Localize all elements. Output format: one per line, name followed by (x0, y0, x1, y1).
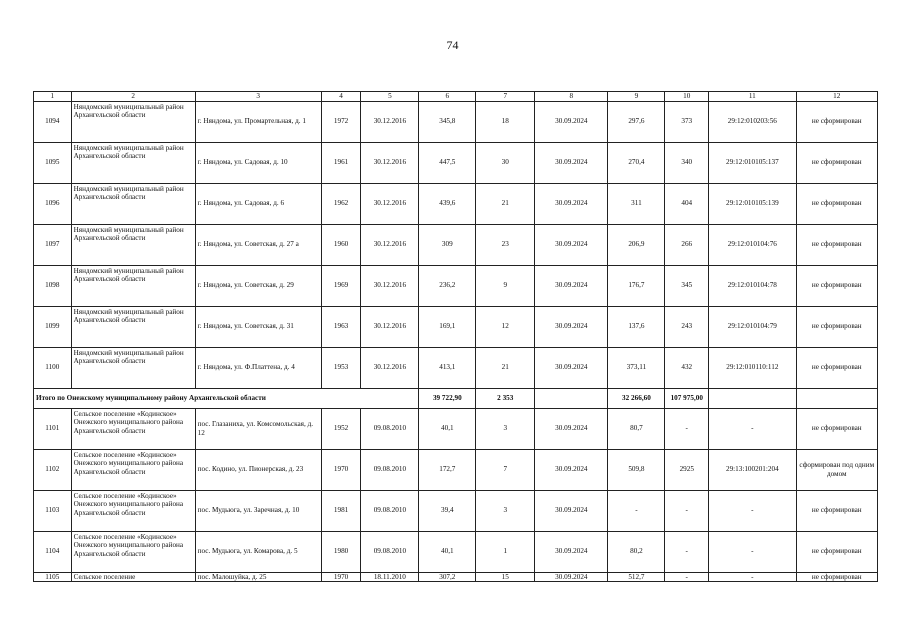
plan-date-cell: 30.09.2024 (535, 572, 608, 582)
status-cell: не сформирован (796, 265, 877, 306)
area2-cell: 137,6 (608, 306, 665, 347)
cadastral-cell: 29:12:010203:56 (709, 101, 796, 142)
address-cell: г. Няндома, ул. Советская, д. 29 (195, 265, 321, 306)
cadastral-cell: - (709, 531, 796, 572)
cadastral-cell: 29:12:010104:76 (709, 224, 796, 265)
municipality-cell: Сельское поселение «Кодинское» Онежского муниципального района Архангельской области (71, 490, 195, 531)
address-cell: г. Няндома, ул. Советская, д. 31 (195, 306, 321, 347)
year-cell: 1960 (321, 224, 361, 265)
cadastral-cell: 29:12:010104:79 (709, 306, 796, 347)
row-number: 1103 (34, 490, 72, 531)
row-number: 1099 (34, 306, 72, 347)
table-row (34, 306, 878, 347)
plan-date-cell: 30.09.2024 (535, 531, 608, 572)
municipality-cell: Няндомский муниципальный район Архангельской области (71, 183, 195, 224)
area-cell: 413,1 (419, 347, 476, 388)
residents-cell: 23 (476, 224, 535, 265)
empty-cell (796, 388, 877, 408)
table-header-row (34, 92, 878, 102)
date-cell: 30.12.2016 (361, 101, 419, 142)
area-cell: 172,7 (419, 449, 476, 490)
cost-cell: 432 (665, 347, 709, 388)
area-cell: 169,1 (419, 306, 476, 347)
column-number-header: 2 (71, 92, 195, 102)
municipality-cell: Няндомский муниципальный район Архангельской области (71, 101, 195, 142)
table-row (34, 101, 878, 142)
area2-cell: - (608, 490, 665, 531)
row-number: 1101 (34, 408, 72, 449)
year-cell: 1970 (321, 449, 361, 490)
total-residents: 2 353 (476, 388, 535, 408)
table-row (34, 183, 878, 224)
row-number: 1096 (34, 183, 72, 224)
year-cell: 1962 (321, 183, 361, 224)
cadastral-cell: 29:12:010105:137 (709, 142, 796, 183)
date-cell: 30.12.2016 (361, 347, 419, 388)
residents-cell: 18 (476, 101, 535, 142)
column-number-header: 5 (361, 92, 419, 102)
date-cell: 30.12.2016 (361, 306, 419, 347)
cost-cell: 340 (665, 142, 709, 183)
empty-cell (535, 388, 608, 408)
plan-date-cell: 30.09.2024 (535, 306, 608, 347)
municipality-cell: Няндомский муниципальный район Архангельской области (71, 142, 195, 183)
date-cell: 30.12.2016 (361, 142, 419, 183)
year-cell: 1981 (321, 490, 361, 531)
status-cell: не сформирован (796, 306, 877, 347)
row-number: 1097 (34, 224, 72, 265)
column-number-header: 8 (535, 92, 608, 102)
municipality-cell: Няндомский муниципальный район Архангельской области (71, 306, 195, 347)
cost-cell: - (665, 531, 709, 572)
area-cell: 39,4 (419, 490, 476, 531)
cost-cell: 404 (665, 183, 709, 224)
cost-cell: 345 (665, 265, 709, 306)
cost-cell: 373 (665, 101, 709, 142)
area-cell: 40,1 (419, 408, 476, 449)
row-number: 1094 (34, 101, 72, 142)
area2-cell: 80,2 (608, 531, 665, 572)
column-number-header: 4 (321, 92, 361, 102)
plan-date-cell: 30.09.2024 (535, 224, 608, 265)
area-cell: 236,2 (419, 265, 476, 306)
address-cell: г. Няндома, ул. Садовая, д. 10 (195, 142, 321, 183)
address-cell: г. Няндома, ул. Промартельная, д. 1 (195, 101, 321, 142)
status-cell: не сформирован (796, 408, 877, 449)
column-number-header: 7 (476, 92, 535, 102)
total-cost: 107 975,00 (665, 388, 709, 408)
plan-date-cell: 30.09.2024 (535, 183, 608, 224)
status-cell: не сформирован (796, 531, 877, 572)
municipality-cell: Сельское поселение «Кодинское» Онежского муниципального района Архангельской области (71, 449, 195, 490)
area2-cell: 311 (608, 183, 665, 224)
residents-cell: 3 (476, 490, 535, 531)
cadastral-cell: 29:12:010110:112 (709, 347, 796, 388)
housing-registry-table (33, 91, 878, 582)
area2-cell: 176,7 (608, 265, 665, 306)
cadastral-cell: 29:12:010104:78 (709, 265, 796, 306)
column-number-header: 3 (195, 92, 321, 102)
plan-date-cell: 30.09.2024 (535, 265, 608, 306)
table-body (34, 92, 878, 582)
address-cell: пос. Глазаниха, ул. Комсомольская, д. 12 (195, 408, 321, 449)
status-cell: не сформирован (796, 572, 877, 582)
status-cell: не сформирован (796, 224, 877, 265)
area-cell: 447,5 (419, 142, 476, 183)
row-number: 1098 (34, 265, 72, 306)
cadastral-cell: - (709, 572, 796, 582)
column-number-header: 1 (34, 92, 72, 102)
address-cell: пос. Мудьюга, ул. Комарова, д. 5 (195, 531, 321, 572)
row-number: 1104 (34, 531, 72, 572)
address-cell: пос. Малошуйка, д. 25 (195, 572, 321, 582)
status-cell: сформирован под одним домом (796, 449, 877, 490)
year-cell: 1953 (321, 347, 361, 388)
year-cell: 1952 (321, 408, 361, 449)
total-area2: 32 266,60 (608, 388, 665, 408)
status-cell: не сформирован (796, 183, 877, 224)
year-cell: 1980 (321, 531, 361, 572)
total-row (34, 388, 878, 408)
cadastral-cell: - (709, 490, 796, 531)
date-cell: 30.12.2016 (361, 265, 419, 306)
date-cell: 30.12.2016 (361, 224, 419, 265)
area-cell: 40,1 (419, 531, 476, 572)
column-number-header: 12 (796, 92, 877, 102)
area2-cell: 206,9 (608, 224, 665, 265)
municipality-cell: Сельское поселение «Кодинское» Онежского муниципального района Архангельской области (71, 408, 195, 449)
residents-cell: 12 (476, 306, 535, 347)
municipality-cell: Сельское поселение «Кодинское» Онежского муниципального района Архангельской области (71, 531, 195, 572)
date-cell: 09.08.2010 (361, 531, 419, 572)
residents-cell: 21 (476, 347, 535, 388)
area2-cell: 297,6 (608, 101, 665, 142)
area-cell: 345,8 (419, 101, 476, 142)
total-area: 39 722,90 (419, 388, 476, 408)
area-cell: 439,6 (419, 183, 476, 224)
area2-cell: 270,4 (608, 142, 665, 183)
residents-cell: 21 (476, 183, 535, 224)
municipality-cell: Сельское поселение (71, 572, 195, 582)
address-cell: г. Няндома, ул. Ф.Платтена, д. 4 (195, 347, 321, 388)
date-cell: 18.11.2010 (361, 572, 419, 582)
cost-cell: 243 (665, 306, 709, 347)
column-number-header: 6 (419, 92, 476, 102)
status-cell: не сформирован (796, 347, 877, 388)
row-number: 1095 (34, 142, 72, 183)
address-cell: г. Няндома, ул. Садовая, д. 6 (195, 183, 321, 224)
year-cell: 1972 (321, 101, 361, 142)
date-cell: 30.12.2016 (361, 183, 419, 224)
plan-date-cell: 30.09.2024 (535, 449, 608, 490)
row-number: 1105 (34, 572, 72, 582)
cadastral-cell: 29:12:010105:139 (709, 183, 796, 224)
plan-date-cell: 30.09.2024 (535, 347, 608, 388)
date-cell: 09.08.2010 (361, 408, 419, 449)
table-row (34, 142, 878, 183)
year-cell: 1969 (321, 265, 361, 306)
table-row (34, 224, 878, 265)
status-cell: не сформирован (796, 101, 877, 142)
cost-cell: - (665, 408, 709, 449)
address-cell: пос. Мудьюга, ул. Заречная, д. 10 (195, 490, 321, 531)
residents-cell: 15 (476, 572, 535, 582)
cadastral-cell: - (709, 408, 796, 449)
empty-cell (709, 388, 796, 408)
plan-date-cell: 30.09.2024 (535, 142, 608, 183)
municipality-cell: Няндомский муниципальный район Архангельской области (71, 224, 195, 265)
cost-cell: 2925 (665, 449, 709, 490)
area2-cell: 512,7 (608, 572, 665, 582)
row-number: 1102 (34, 449, 72, 490)
plan-date-cell: 30.09.2024 (535, 408, 608, 449)
residents-cell: 9 (476, 265, 535, 306)
row-number: 1100 (34, 347, 72, 388)
table-row (34, 449, 878, 490)
year-cell: 1963 (321, 306, 361, 347)
cadastral-cell: 29:13:100201:204 (709, 449, 796, 490)
plan-date-cell: 30.09.2024 (535, 101, 608, 142)
area2-cell: 80,7 (608, 408, 665, 449)
column-number-header: 9 (608, 92, 665, 102)
address-cell: г. Няндома, ул. Советская, д. 27 а (195, 224, 321, 265)
area2-cell: 373,11 (608, 347, 665, 388)
cost-cell: - (665, 572, 709, 582)
municipality-cell: Няндомский муниципальный район Архангельской области (71, 265, 195, 306)
residents-cell: 7 (476, 449, 535, 490)
municipality-cell: Няндомский муниципальный район Архангельской области (71, 347, 195, 388)
table-row (34, 572, 878, 582)
column-number-header: 10 (665, 92, 709, 102)
column-number-header: 11 (709, 92, 796, 102)
cost-cell: 266 (665, 224, 709, 265)
table-row (34, 531, 878, 572)
date-cell: 09.08.2010 (361, 449, 419, 490)
cost-cell: - (665, 490, 709, 531)
residents-cell: 30 (476, 142, 535, 183)
status-cell: не сформирован (796, 142, 877, 183)
total-label: Итого по Онежскому муниципальному району Архангельской области (34, 388, 419, 408)
year-cell: 1970 (321, 572, 361, 582)
residents-cell: 1 (476, 531, 535, 572)
table-row (34, 265, 878, 306)
address-cell: пос. Кодино, ул. Пионерская, д. 23 (195, 449, 321, 490)
date-cell: 09.08.2010 (361, 490, 419, 531)
area-cell: 307,2 (419, 572, 476, 582)
status-cell: не сформирован (796, 490, 877, 531)
area2-cell: 509,8 (608, 449, 665, 490)
plan-date-cell: 30.09.2024 (535, 490, 608, 531)
area-cell: 309 (419, 224, 476, 265)
table-row (34, 347, 878, 388)
year-cell: 1961 (321, 142, 361, 183)
page-number: 74 (446, 38, 459, 52)
table-row (34, 490, 878, 531)
table-row (34, 408, 878, 449)
residents-cell: 3 (476, 408, 535, 449)
